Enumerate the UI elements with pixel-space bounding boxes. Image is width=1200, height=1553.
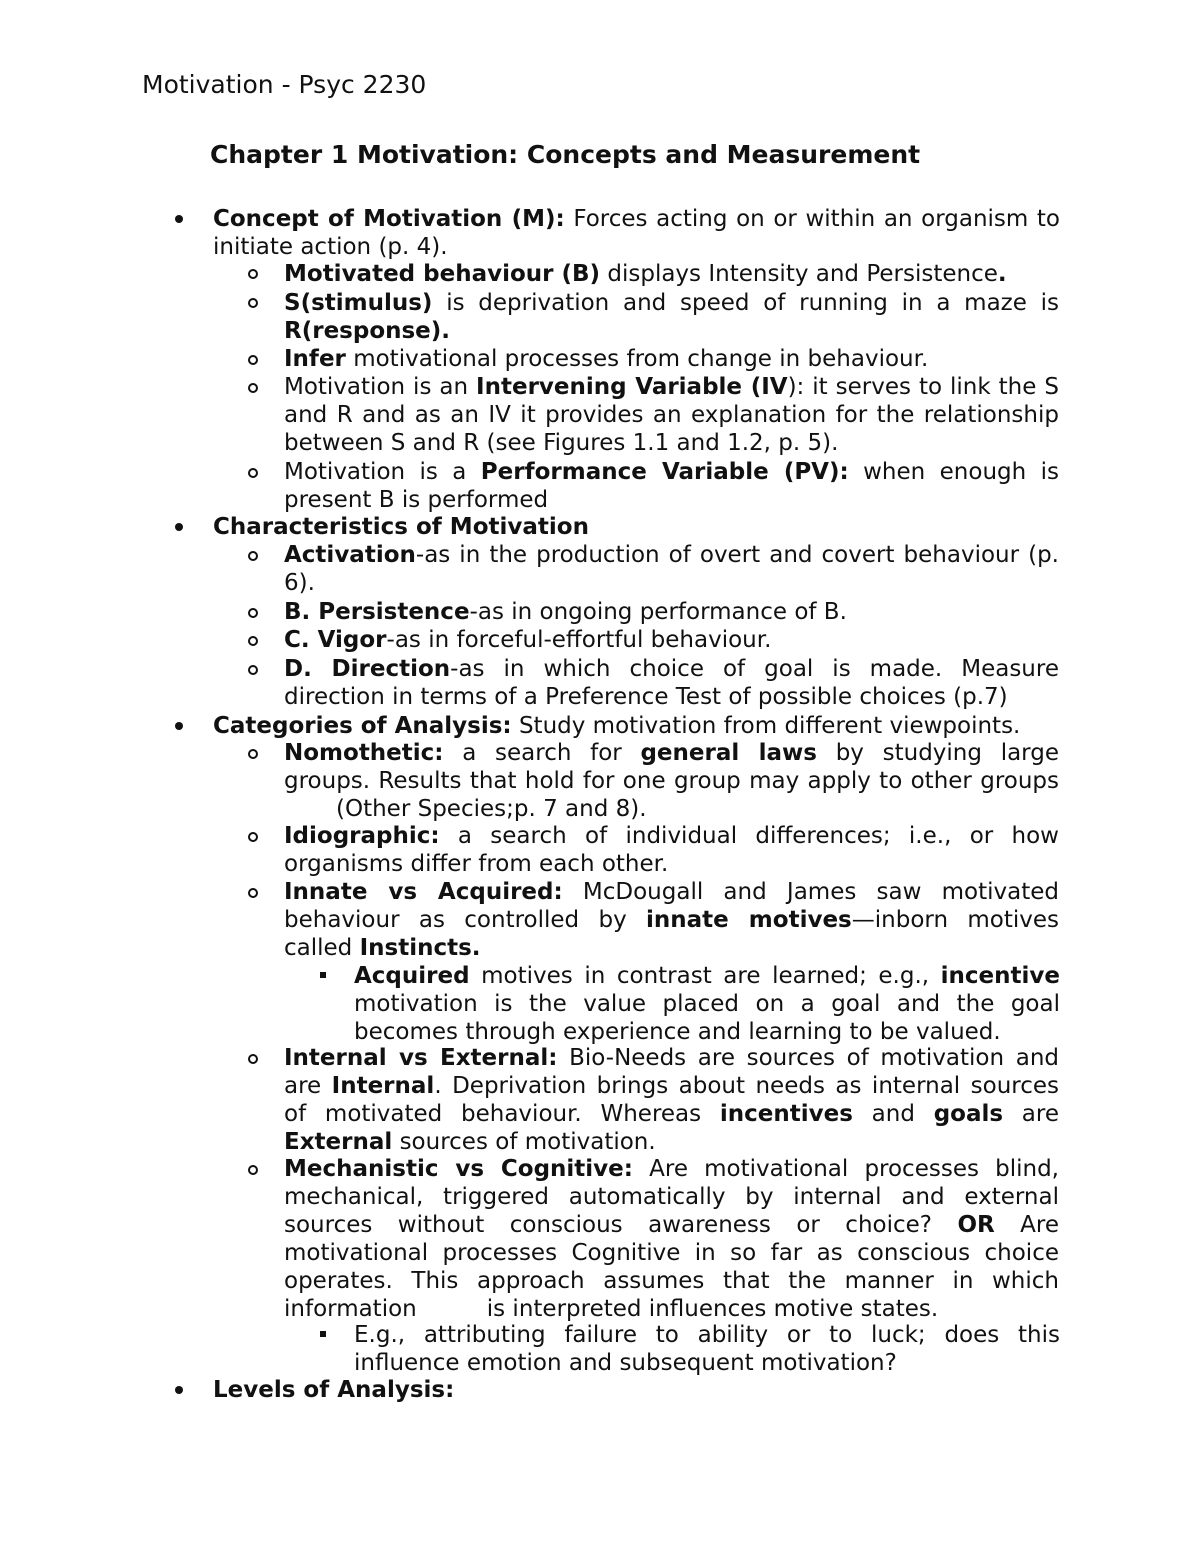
bullet-square-icon [320, 1331, 326, 1337]
bullet-circle-icon [248, 888, 258, 898]
page-header: Motivation - Psyc 2230 [142, 70, 427, 99]
bullet-circle-icon [248, 636, 258, 646]
list-item: Motivation is a Performance Variable (PV): when enough is present B is performed [284, 459, 1059, 513]
bullet-square-icon [320, 972, 326, 978]
list-item: C. Vigor-as in forceful-effortful behaviour. [284, 627, 772, 653]
bullet-circle-icon [248, 665, 258, 675]
list-item: D. Direction-as in which choice of goal is made. Measure direction in terms of a Preference Test of possible choices (p.7) [284, 656, 1059, 710]
bullet-circle-icon [248, 355, 258, 365]
list-item: Innate vs Acquired: McDougall and James saw motivated behaviour as controlled by innate motives—inborn motives called Instincts. [284, 879, 1059, 961]
list-item: Acquired motives in contrast are learned; e.g., incentive motivation is the value placed on a goal and the goal becomes through experience and learning to be valued. [354, 963, 1060, 1045]
section-categories-of-analysis: Categories of Analysis: Study motivation from different viewpoints. [213, 713, 1021, 739]
bullet-circle-icon [248, 269, 258, 279]
bullet-circle-icon [248, 551, 258, 561]
section-characteristics: Characteristics of Motivation [213, 514, 589, 540]
bullet-circle-icon [248, 298, 258, 308]
list-item: Internal vs External: Bio-Needs are sources of motivation and are Internal. Deprivation brings about needs as internal sources of motivated behaviour. Whereas incentives and goals are External sources of motivation. [284, 1045, 1059, 1155]
bullet-disc-icon [175, 215, 183, 223]
chapter-title: Chapter 1 Motivation: Concepts and Measurement [210, 140, 921, 169]
list-item: Motivated behaviour (B) displays Intensity and Persistence. [284, 261, 1007, 287]
bullet-circle-icon [248, 1054, 258, 1064]
list-item: Mechanistic vs Cognitive: Are motivational processes blind, mechanical, triggered automatically by internal and external sources without conscious awareness or choice? OR Are motivational processes Cognitive in so far as conscious choice operates. This approach assumes that the manner in which information is interpreted influences motive states. [284, 1156, 1059, 1322]
bullet-circle-icon [248, 468, 258, 478]
section-levels-of-analysis: Levels of Analysis: [213, 1377, 455, 1403]
bullet-circle-icon [248, 832, 258, 842]
bullet-circle-icon [248, 383, 258, 393]
list-item: E.g., attributing failure to ability or to luck; does this influence emotion and subsequent motivation? [354, 1322, 1060, 1376]
list-item: Idiographic: a search of individual differences; i.e., or how organisms differ from each other. [284, 823, 1059, 877]
bullet-disc-icon [175, 1386, 183, 1394]
list-item: Infer motivational processes from change in behaviour. [284, 346, 929, 372]
list-item: B. Persistence-as in ongoing performance of B. [284, 599, 847, 625]
list-item: S(stimulus) is deprivation and speed of running in a maze is R(response). [284, 290, 1059, 344]
list-item: Nomothetic: a search for general laws by studying large groups. Results that hold for one group may apply to other groups(Other Species;p. 7 and 8). [284, 740, 1059, 822]
section-concept-of-motivation: Concept of Motivation (M): Forces acting on or within an organism to initiate action (p. 4). [213, 206, 1060, 260]
list-item: Activation-as in the production of overt and covert behaviour (p. 6). [284, 542, 1059, 596]
list-item: Motivation is an Intervening Variable (IV): it serves to link the S and R and as an IV it provides an explanation for the relationship between S and R (see Figures 1.1 and 1.2, p. 5). [284, 374, 1059, 456]
bullet-circle-icon [248, 749, 258, 759]
bullet-disc-icon [175, 523, 183, 531]
bullet-circle-icon [248, 1165, 258, 1175]
bullet-circle-icon [248, 608, 258, 618]
bullet-disc-icon [175, 722, 183, 730]
